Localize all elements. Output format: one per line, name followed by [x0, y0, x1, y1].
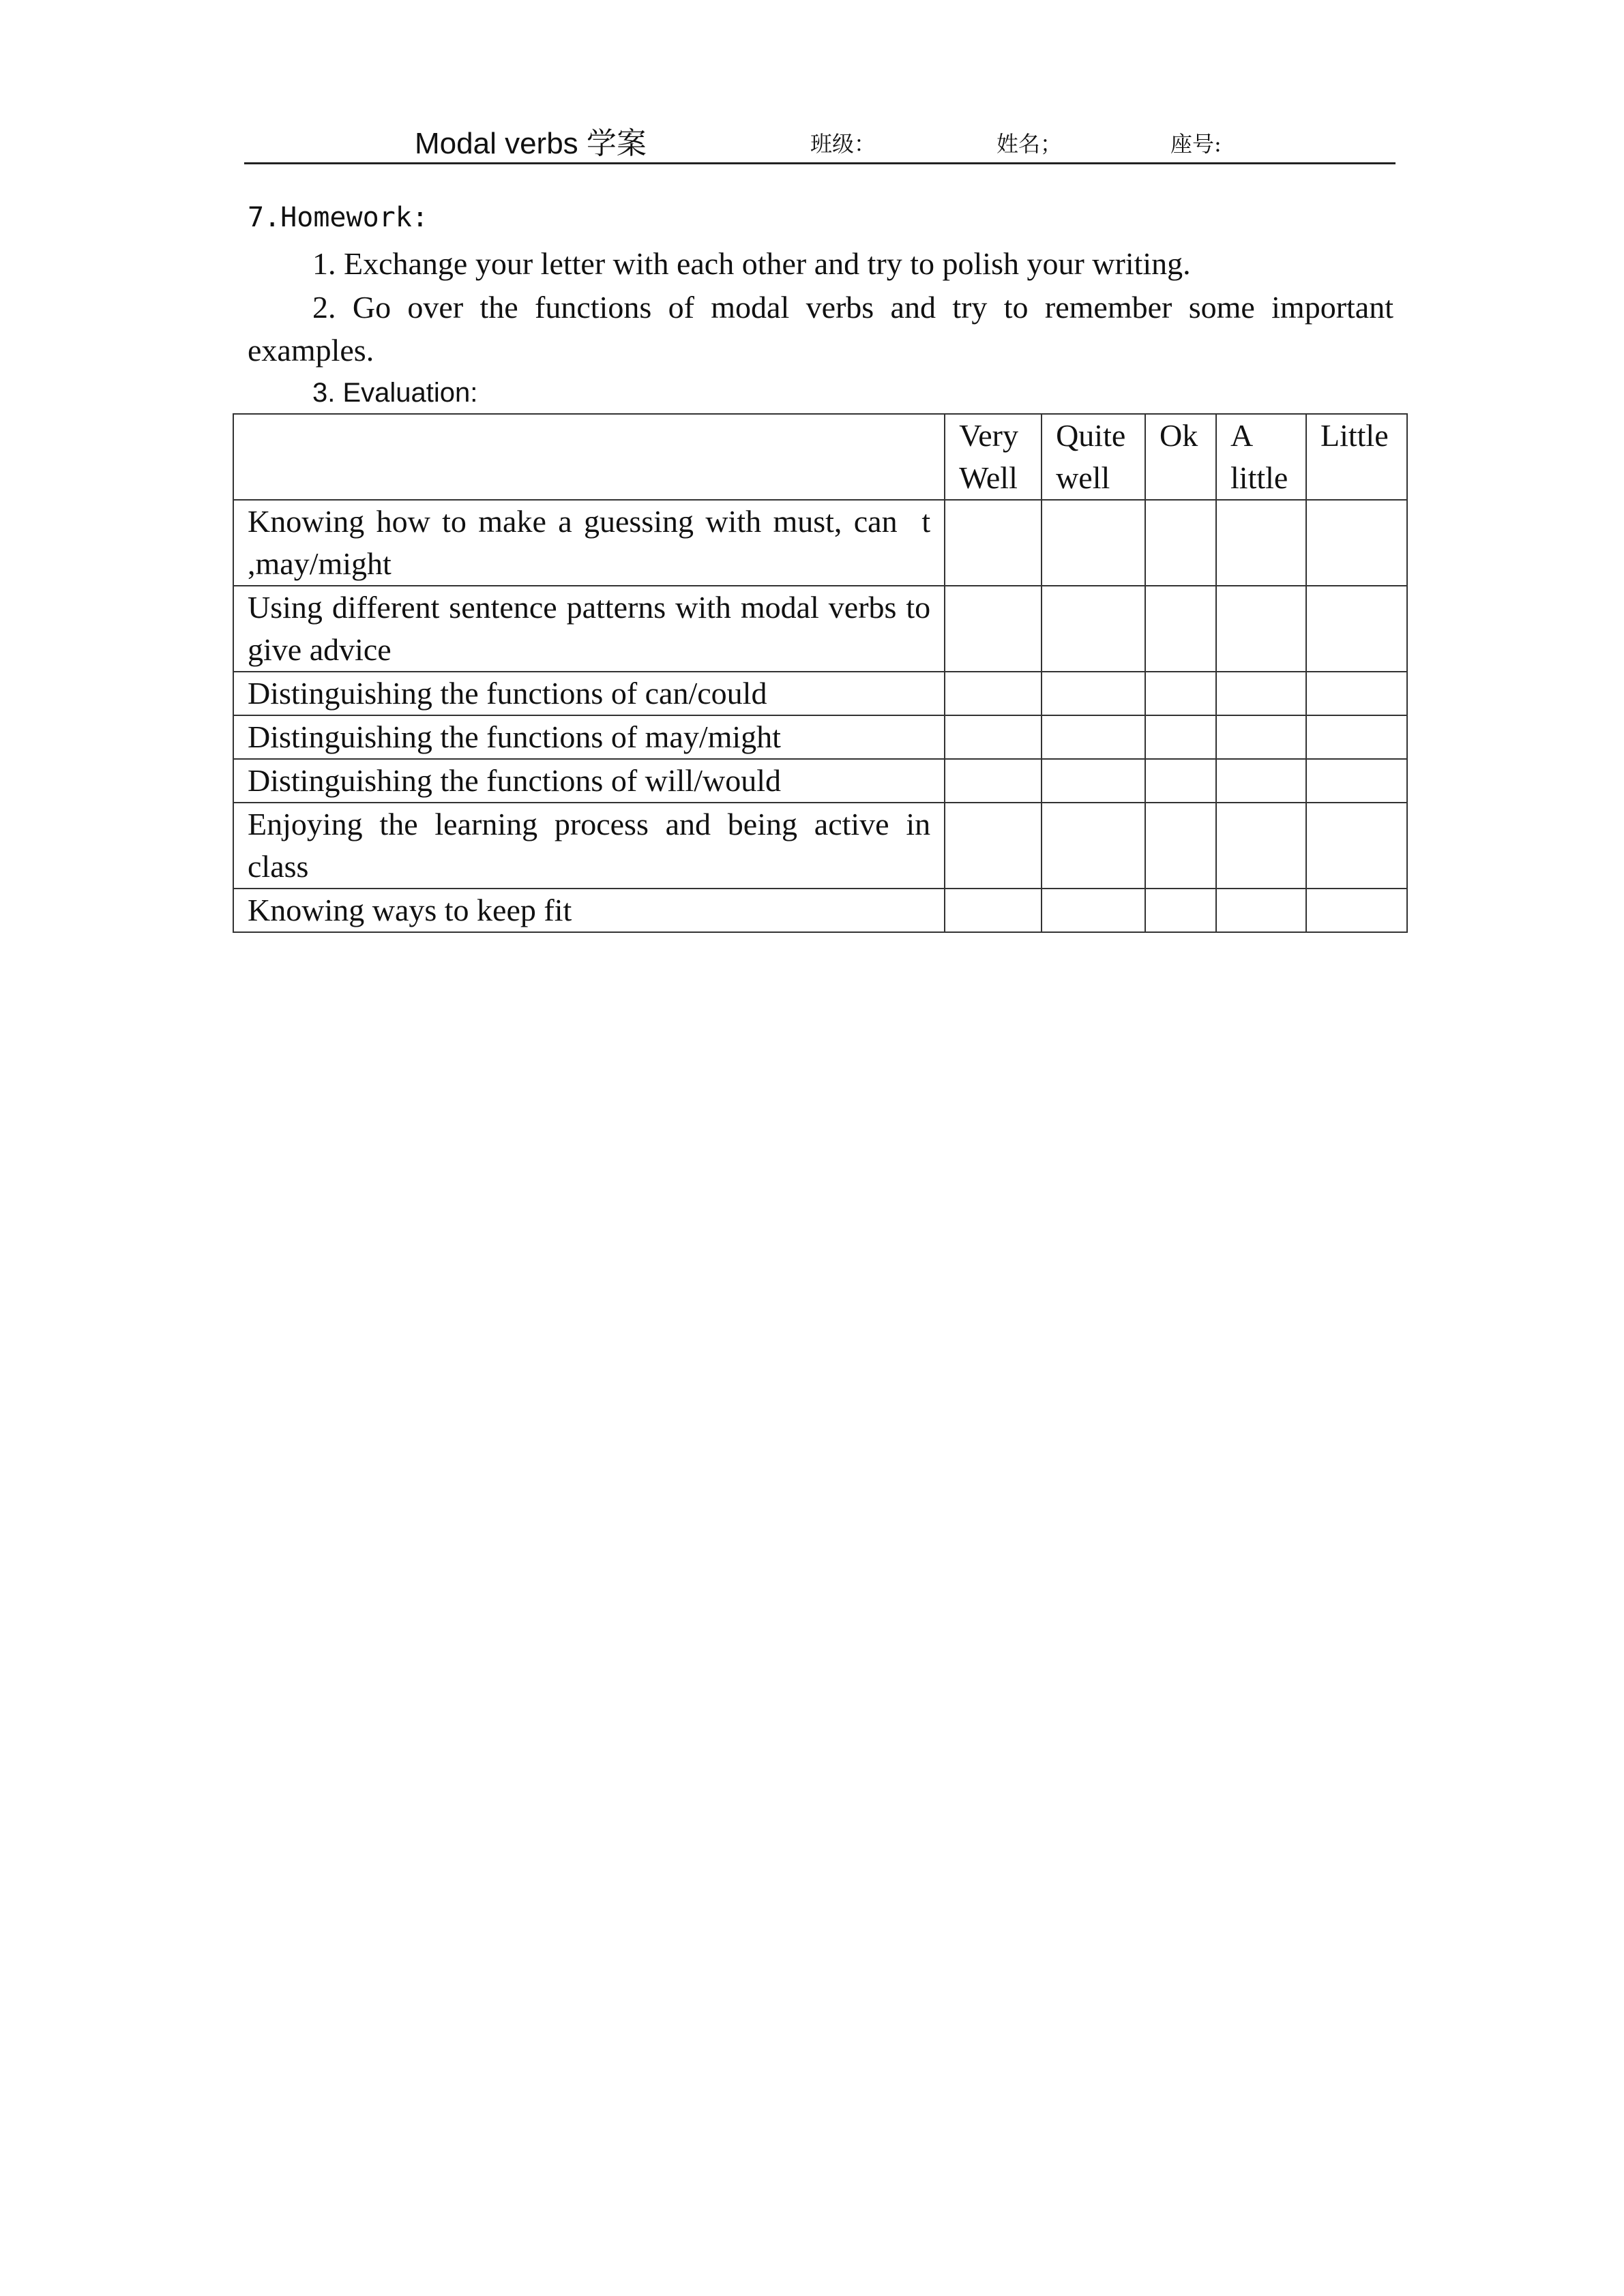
rating-cell[interactable] — [1306, 500, 1407, 586]
rating-cell[interactable] — [1042, 715, 1145, 759]
rating-cell[interactable] — [1306, 586, 1407, 672]
rating-cell[interactable] — [1042, 759, 1145, 803]
rating-cell[interactable] — [1145, 715, 1216, 759]
seat-label: 座号: — [1170, 131, 1222, 157]
table-row — [233, 715, 1407, 759]
header-cell-ok: Ok — [1145, 414, 1216, 500]
rating-cell[interactable] — [945, 715, 1042, 759]
rating-cell[interactable] — [1306, 803, 1407, 889]
rating-cell[interactable] — [945, 803, 1042, 889]
table-row — [233, 672, 1407, 715]
rating-cell[interactable] — [1042, 586, 1145, 672]
rating-cell[interactable] — [1145, 672, 1216, 715]
homework-heading: 7.Homework: — [248, 202, 428, 233]
row-item-label: Using different sentence patterns with modal verbs to give advice — [233, 586, 945, 672]
homework-item-3: 3. Evaluation: — [312, 378, 478, 408]
rating-cell[interactable] — [945, 889, 1042, 932]
row-item-label: Knowing ways to keep fit — [233, 889, 945, 932]
header-cell-quite-well: Quite well — [1042, 414, 1145, 500]
table-row — [233, 803, 1407, 889]
table-row — [233, 889, 1407, 932]
homework-item-2: 2. Go over the functions of modal verbs and try to remember some important examples. — [248, 290, 1393, 368]
rating-cell[interactable] — [1306, 889, 1407, 932]
rating-cell[interactable] — [1042, 500, 1145, 586]
rating-cell[interactable] — [1216, 889, 1306, 932]
header-title: Modal verbs 学案 — [415, 127, 647, 160]
rating-cell[interactable] — [1216, 672, 1306, 715]
rating-cell[interactable] — [1145, 803, 1216, 889]
rating-cell[interactable] — [1145, 586, 1216, 672]
name-label: 姓名； — [996, 131, 1063, 157]
rating-cell[interactable] — [1145, 759, 1216, 803]
row-item-label: Knowing how to make a guessing with must, can t ,may/might — [233, 500, 945, 586]
rating-cell[interactable] — [945, 759, 1042, 803]
header-cell-a-little: A little — [1216, 414, 1306, 500]
row-item-label: Enjoying the learning process and being active in class — [233, 803, 945, 889]
class-label: 班级： — [810, 131, 876, 157]
header-cell-very-well: Very Well — [945, 414, 1042, 500]
rating-cell[interactable] — [1042, 672, 1145, 715]
rating-cell[interactable] — [945, 586, 1042, 672]
row-item-label: Distinguishing the functions of will/would — [233, 759, 945, 803]
rating-cell[interactable] — [1216, 586, 1306, 672]
table-row — [233, 759, 1407, 803]
rating-cell[interactable] — [1042, 889, 1145, 932]
homework-item-1: 1. Exchange your letter with each other and try to polish your writing. — [312, 246, 1191, 281]
rating-cell[interactable] — [1216, 803, 1306, 889]
header-cell-little: Little — [1306, 414, 1407, 500]
rating-cell[interactable] — [1042, 803, 1145, 889]
rating-cell[interactable] — [1145, 889, 1216, 932]
table-row — [233, 500, 1407, 586]
page-header — [244, 115, 1396, 164]
header-cell-blank — [233, 414, 945, 500]
rating-cell[interactable] — [1216, 759, 1306, 803]
table-header-row — [233, 414, 1407, 500]
row-item-label: Distinguishing the functions of can/could — [233, 672, 945, 715]
rating-cell[interactable] — [1306, 759, 1407, 803]
rating-cell[interactable] — [1145, 500, 1216, 586]
rating-cell[interactable] — [1216, 500, 1306, 586]
rating-cell[interactable] — [1216, 715, 1306, 759]
evaluation-table — [233, 413, 1408, 933]
row-item-label: Distinguishing the functions of may/might — [233, 715, 945, 759]
rating-cell[interactable] — [945, 500, 1042, 586]
rating-cell[interactable] — [945, 672, 1042, 715]
rating-cell[interactable] — [1306, 672, 1407, 715]
table-row — [233, 586, 1407, 672]
rating-cell[interactable] — [1306, 715, 1407, 759]
